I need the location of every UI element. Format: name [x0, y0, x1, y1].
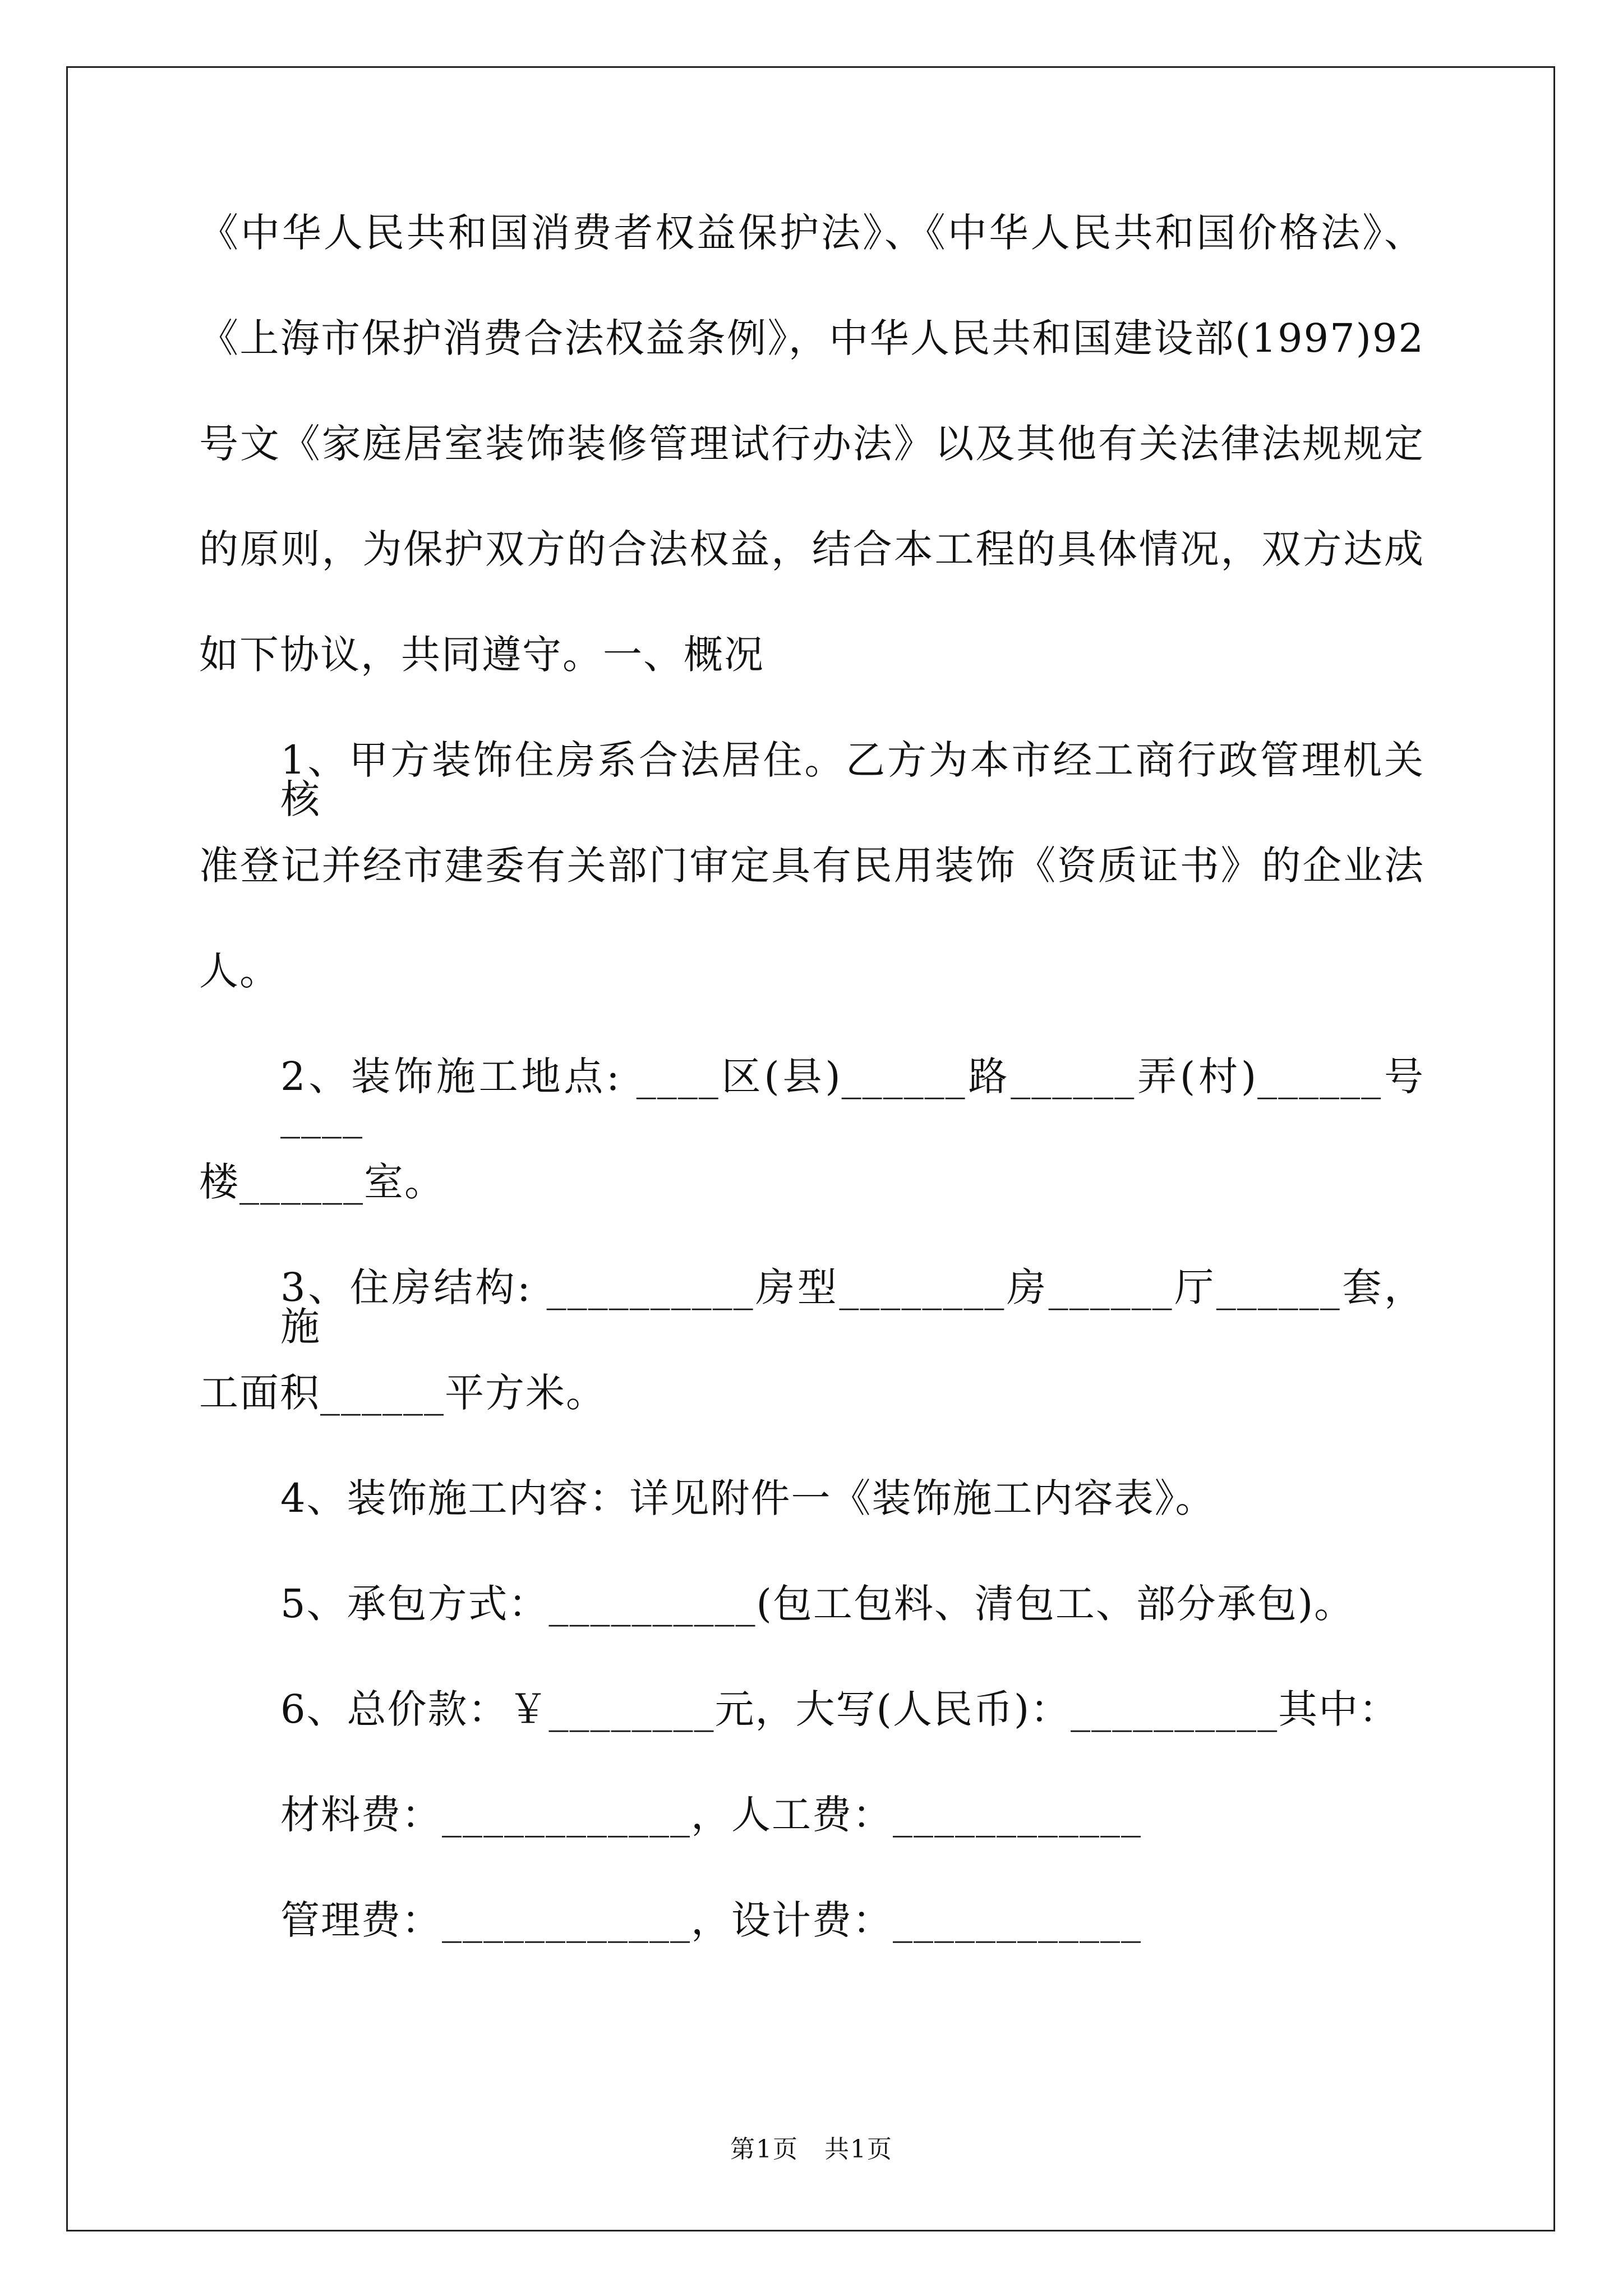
clause-4-line: 4、装饰施工内容：详见附件一《装饰施工内容表》。: [280, 1475, 1216, 1521]
clause-1-line: 准登记并经市建委有关部门审定具有民用装饰《资质证书》的企业法: [199, 843, 1424, 889]
clause-1-line: 人。: [199, 948, 280, 994]
paragraph-line: 《中华人民共和国消费者权益保护法》、《中华人民共和国价格法》、: [199, 210, 1424, 256]
clause-1-line: 1、甲方装饰住房系合法居住。乙方为本市经工商行政管理机关核: [280, 737, 1424, 822]
clause-3-line: 工面积______平方米。: [199, 1370, 606, 1416]
clause-6-detail-line: 材料费：____________，人工费：____________: [280, 1792, 1142, 1838]
paragraph-line: 号文《家庭居室装饰装修管理试行办法》以及其他有关法律法规规定: [199, 421, 1424, 467]
clause-3-line: 3、住房结构: __________房型________房______厅______套，施: [280, 1264, 1424, 1350]
paragraph-line: 的原则，为保护双方的合法权益，结合本工程的具体情况，双方达成: [199, 526, 1424, 572]
page-footer: 第1页 共1页: [730, 2135, 893, 2164]
paragraph-line: 如下协议，共同遵守。一、概况: [199, 632, 764, 678]
clause-2-line: 2、装饰施工地点: ____区(县)______路______弄(村)______号____: [280, 1053, 1424, 1139]
document-body: [199, 210, 1424, 2006]
clause-2-line: 楼______室。: [199, 1159, 445, 1205]
clause-5-line: 5、承包方式：__________(包工包料、清包工、部分承包)。: [280, 1581, 1355, 1627]
clause-6-line: 6、总价款：￥________元，大写(人民币)：__________其中：: [280, 1686, 1400, 1732]
paragraph-line: 《上海市保护消费合法权益条例》，中华人民共和国建设部(1997)92: [199, 315, 1424, 361]
clause-6-detail-line: 管理费：____________，设计费：____________: [280, 1897, 1142, 1943]
